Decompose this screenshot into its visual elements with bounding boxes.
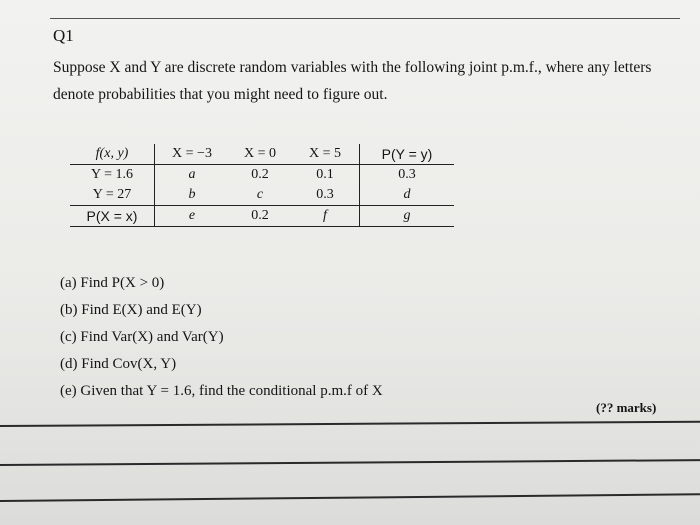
- part-d: (d) Find Cov(X, Y): [60, 356, 177, 372]
- part-c: (c) Find Var(X) and Var(Y): [60, 329, 224, 345]
- row-label: Y = 27: [70, 185, 155, 206]
- table-cell: a: [188, 167, 196, 182]
- table-cell: 0.3: [398, 167, 416, 182]
- table-row: [70, 165, 454, 186]
- top-rule: [50, 18, 680, 19]
- part-a: (a) Find P(X > 0): [60, 275, 165, 291]
- col-header: X = 0: [229, 144, 291, 165]
- col-header: P(Y = y): [360, 144, 455, 165]
- table-cell: 0.3: [291, 185, 360, 206]
- joint-pmf-table: [70, 144, 454, 227]
- table-cell: e: [155, 206, 230, 227]
- table-cell: g: [360, 206, 455, 227]
- table-row: [70, 206, 454, 227]
- row-label: Y = 1.6: [70, 165, 155, 186]
- table-cell: 0.2: [229, 206, 291, 227]
- part-b: (b) Find E(X) and E(Y): [60, 302, 202, 318]
- marks-label: (?? marks): [596, 400, 657, 415]
- col-header: X = 5: [291, 144, 360, 165]
- question-number: Q1: [53, 26, 74, 45]
- table-cell: c: [256, 187, 264, 202]
- table-corner-label: f(x, y): [70, 144, 155, 165]
- table-cell: 0.1: [291, 165, 360, 186]
- part-e: (e) Given that Y = 1.6, find the conditional p.m.f of X: [60, 383, 383, 399]
- col-header: X = −3: [155, 144, 230, 165]
- table-cell: f: [291, 206, 360, 227]
- table-row: [70, 185, 454, 206]
- table-header-row: [70, 144, 454, 165]
- table-cell: b: [188, 187, 196, 202]
- row-label: P(X = x): [70, 206, 155, 227]
- table-cell: d: [403, 187, 411, 202]
- table-cell: 0.2: [251, 167, 269, 182]
- question-parts: [60, 270, 383, 405]
- question-text: Suppose X and Y are discrete random variables with the following joint p.m.f., where any letters denote probabilities that you might need to figure out.: [53, 59, 652, 103]
- answer-line: [0, 421, 700, 427]
- answer-line: [0, 459, 700, 465]
- answer-line: [0, 493, 700, 501]
